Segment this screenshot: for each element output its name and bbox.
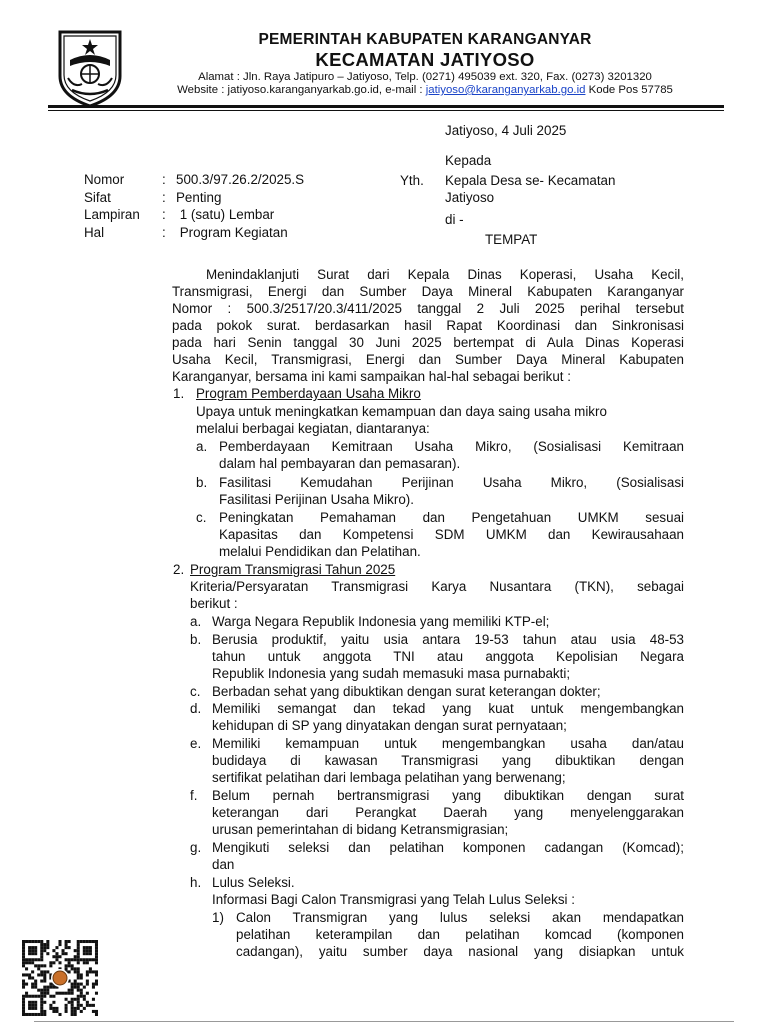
website-text: Website : jatiyoso.karanganyarkab.go.id, e-mail :	[177, 84, 426, 96]
numbered-item	[236, 909, 684, 960]
list-letter: b.	[190, 632, 202, 647]
list-item-line: kehidupan di SP yang dinyatakan dengan surat pernyataan;	[212, 718, 567, 733]
intro-line: Usaha Kecil, Transmigrasi, Energi dan Sumber Daya Mineral Kabupaten	[172, 352, 684, 367]
list-item-line: Pemberdayaan Kemitraan Usaha Mikro, (Sosialisasi Kemitraan	[219, 439, 684, 454]
letterhead-contact	[130, 84, 720, 96]
section2-number: 2.	[173, 562, 185, 577]
meta-key: Lampiran	[84, 207, 140, 222]
kepada-label: Kepada	[445, 153, 492, 168]
list-item-line: Peningkatan Pemahaman dan Pengetahuan UMKM sesuai	[219, 510, 684, 525]
yth-label: Yth.	[400, 173, 424, 188]
list-item	[212, 683, 684, 700]
section2-title: Program Transmigrasi Tahun 2025	[190, 562, 396, 577]
list-item-line: Warga Negara Republik Indonesia yang memiliki KTP-el;	[212, 614, 550, 629]
section1-number: 1.	[173, 386, 185, 401]
list-item	[212, 787, 684, 838]
section1-description	[196, 403, 684, 437]
recipient	[445, 172, 615, 206]
list-item	[219, 438, 684, 472]
info-title: Informasi Bagi Calon Transmigrasi yang Telah Lulus Seleksi :	[212, 892, 575, 907]
meta-row-lampiran	[84, 207, 304, 225]
list-item-line: Kapasitas dan Kompetensi SDM UMKM dan Kewirausahaan	[219, 527, 684, 542]
tempat-label: TEMPAT	[485, 232, 538, 247]
list-item-line: Memiliki kemampuan untuk mengembangkan usaha dan/atau	[212, 736, 684, 751]
list-item-line: sertifikat pelatihan dari lembaga pelatihan yang berwenang;	[212, 770, 566, 785]
intro-line: Transmigrasi, Energi dan Sumber Daya Mineral Kabupaten Karanganyar	[172, 284, 684, 299]
section1-title: Program Pemberdayaan Usaha Mikro	[196, 386, 421, 401]
list-item-line: Berusia produktif, yaitu usia antara 19-53 tahun atau usia 48-53	[212, 632, 684, 647]
numbered-item-line: pelatihan keterampilan dan pelatihan komcad (komponen	[236, 927, 684, 942]
list-item-line: Memiliki semangat dan tekad yang kuat untuk mengembangkan	[212, 701, 684, 716]
numbered-item-line: cadangan), yaitu sumber daya nasional yang disiapkan untuk	[236, 944, 684, 959]
list-item-line: budidaya di kawasan Transmigrasi yang dibuktikan dengan	[212, 753, 684, 768]
list-letter: c.	[190, 684, 201, 699]
list-item-line: dan	[212, 857, 235, 872]
meta-value: Program Kegiatan	[176, 224, 288, 240]
meta-value: 1 (satu) Lembar	[176, 207, 275, 222]
letterhead-government: PEMERINTAH KABUPATEN KARANGANYAR	[258, 31, 592, 48]
meta-colon: :	[162, 207, 166, 222]
meta-key: Hal	[84, 224, 105, 240]
meta-value: Penting	[176, 189, 222, 205]
list-letter: f.	[190, 788, 198, 803]
list-item-line: Republik Indonesia yang sudah memasuki masa purnabakti;	[212, 666, 571, 681]
list-item	[219, 509, 684, 560]
postcode-text: Kode Pos 57785	[585, 84, 673, 96]
meta-colon: :	[162, 224, 166, 240]
email-link[interactable]: jatiyoso@karanganyarkab.go.id	[425, 84, 586, 96]
list-item-line: melalui Pendidikan dan Pelatihan.	[219, 544, 421, 559]
letterhead-address: Alamat : Jln. Raya Jatipuro – Jatiyoso, Telp. (0271) 495039 ext. 320, Fax. (0273) 3201320	[198, 71, 652, 83]
meta-row-nomor	[84, 172, 304, 190]
numbered-item-line: Calon Transmigran yang lulus seleksi akan mendapatkan	[236, 910, 684, 925]
qr-code-icon	[22, 940, 98, 1016]
numbered-marker: 1)	[212, 910, 224, 925]
letter-meta	[84, 172, 304, 242]
list-item	[212, 700, 684, 734]
section2-description	[190, 578, 684, 612]
description-line: berikut :	[190, 596, 238, 611]
intro-line: Menindaklanjuti Surat dari Kepala Dinas Koperasi, Usaha Kecil,	[206, 267, 684, 282]
list-letter: b.	[196, 475, 208, 490]
meta-key: Nomor	[84, 172, 125, 187]
list-letter: a.	[196, 439, 208, 454]
list-item-line: Fasilitasi Perijinan Usaha Mikro).	[219, 492, 414, 507]
list-letter: a.	[190, 614, 202, 629]
recipient-line: Kepala Desa se- Kecamatan	[445, 173, 616, 188]
list-item	[212, 613, 684, 630]
list-item-line: tahun untuk anggota TNI atau anggota Kepolisian Negara	[212, 649, 684, 664]
intro-line: pada pokok surat. berdasarkan hasil Rapat Koordinasi dan Sinkronisasi	[172, 318, 684, 333]
meta-key: Sifat	[84, 189, 111, 205]
list-letter: h.	[190, 875, 202, 890]
letterhead-office: KECAMATAN JATIYOSO	[315, 49, 535, 70]
di-label: di -	[445, 212, 464, 227]
list-item-line: urusan pemerintahan di bidang Ketransmigrasian;	[212, 822, 509, 837]
intro-line: Karanganyar, bersama ini kami sampaikan hal-hal sebagai berikut :	[172, 369, 571, 384]
list-item	[219, 474, 684, 508]
letter-body	[172, 266, 684, 385]
recipient-line: Jatiyoso	[445, 190, 495, 205]
list-item-line: Lulus Seleksi.	[212, 875, 295, 890]
list-letter: d.	[190, 701, 202, 716]
list-item-line: keterangan dari Perangkat Daerah yang menyelenggarakan	[212, 805, 684, 820]
intro-line: Nomor : 500.3/2517/20.3/411/2025 tanggal 2 Juli 2025 perihal tersebut	[172, 301, 684, 316]
regency-emblem-logo	[52, 26, 128, 108]
list-item-line: Fasilitasi Kemudahan Perijinan Usaha Mikro, (Sosialisasi	[219, 475, 684, 490]
letterhead-thin-rule	[48, 110, 724, 111]
list-item-line: Belum pernah bertransmigrasi yang dibuktikan dengan surat	[212, 788, 684, 803]
meta-colon: :	[162, 189, 166, 205]
list-item-line: Berbadan sehat yang dibuktikan dengan surat keterangan dokter;	[212, 684, 601, 699]
list-letter: e.	[190, 736, 202, 751]
intro-paragraph	[172, 266, 684, 385]
description-line: melalui berbagai kegiatan, diantaranya:	[196, 421, 430, 436]
meta-value: 500.3/97.26.2/2025.S	[176, 172, 305, 187]
meta-colon: :	[162, 172, 166, 187]
list-item	[212, 631, 684, 682]
list-item	[212, 874, 684, 891]
list-letter: g.	[190, 840, 202, 855]
list-item-line: Mengikuti seleksi dan pelatihan komponen cadangan (Komcad);	[212, 840, 684, 855]
list-item	[212, 839, 684, 873]
list-item-line: dalam hal pembayaran dan pemasaran).	[219, 456, 461, 471]
meta-row-hal	[84, 225, 304, 243]
description-line: Kriteria/Persyaratan Transmigrasi Karya Nusantara (TKN), sebagai	[190, 579, 684, 594]
letter-date: Jatiyoso, 4 Juli 2025	[445, 123, 567, 138]
list-letter: c.	[196, 510, 207, 525]
letterhead-thick-rule	[48, 105, 724, 108]
list-item	[212, 735, 684, 786]
page-bottom-rule	[34, 1021, 734, 1022]
meta-row-sifat	[84, 190, 304, 208]
description-line: Upaya untuk meningkatkan kemampuan dan daya saing usaha mikro	[196, 404, 607, 419]
intro-line: pada hari Senin tanggal 30 Juni 2025 bertempat di Aula Dinas Koperasi	[172, 335, 684, 350]
